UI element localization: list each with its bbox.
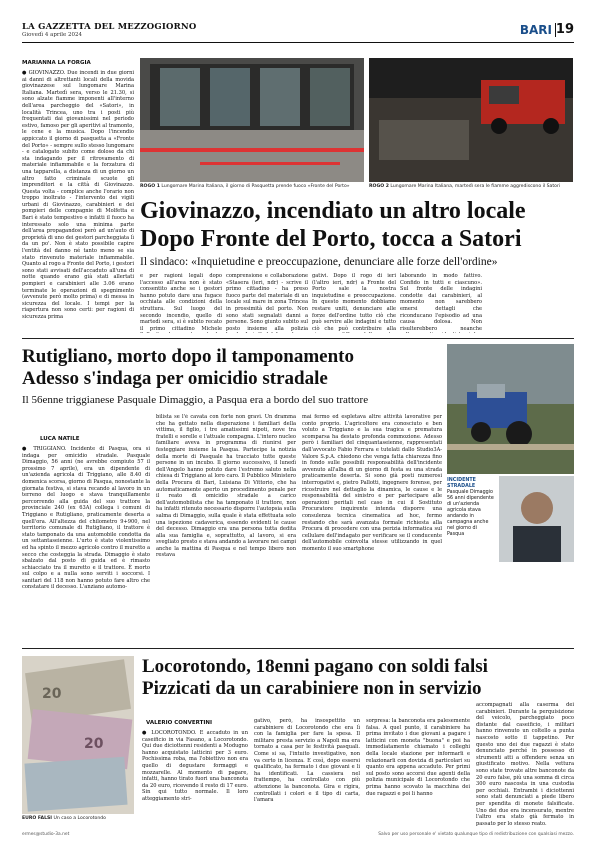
story1-headline-1: Giovinazzo, incendiato un altro locale <box>140 198 526 224</box>
story3-col3 <box>366 718 470 830</box>
inset-text: Pasquale Dimaggio 56 anni dipendente di un'azienda agricola stava andando in campagna anche nel giorno di Pasqua <box>447 490 494 537</box>
story1-col5-text: laborando in modo fattivo. Confido in tutti e ciascuno». Sul fronte delle indagini condotte dai carabinieri, al momento non sarebbero emersi dettagli che riconducano l'episodio ad una causa dolosa. Non risulterebbero neanche <box>400 273 482 332</box>
photo1-image <box>140 58 364 182</box>
story2-col3-text: mai fermo ed espletava altre attività lavorative per conto proprio. L'agricoltore era conosciuto e ben voluto a Triggiano e la sua tragica e prematura scomparsa ha destato profonda commozione. Adesso però i familiari del cinquantaseienne, rappresentati dall'avvocato Fabio Ferrara e tutelati dallo Studio3A-Valore S.p.A. chiedono che venga fatta chiarezza fino in fondo sulle possibili responsabilità dell'incidente avvenuto all'alba di un giorno di festa su una strada praticamente deserta. Si sono già posti numerosi interrogativi e, pietro Pallotti, ingegnere forense, per ricostruire nel dettaglio la dinamica, le cause e le responsabilità del sinistro e per partecipare alle operazioni peritali nel caso in cui il Sostituto Procuratore inquirente intenda disporre una consulenza tecnica cinematica ad hoc, fermo restando che sarà avanzata formale richiesta alla Procura di procedere con una perizia informatica sul cellulare dell'indagato per verificare se il conducente dell'automobile coinvolta stesse utilizzando in quel momento il suo smartphone <box>302 414 442 552</box>
svg-text:20: 20 <box>84 736 104 752</box>
newspaper-brand: LA GAZZETTA DEL MEZZOGIORNO <box>22 22 197 32</box>
page-number: 19 <box>555 22 574 37</box>
story3-col2-text: gativo, però, ha insospettito un carabiniere di Locorotondo che era lì con la famiglia per fare la spesa. Il militare presta servizio a Napoli ma era tornato a casa per le festività pasquali. Come si sa, l'intuito investigativo, non va certo in licenza. E così, dopo essersi qualificato, ha fermato i due giovani e li ha identificati. La cassiera nel frattempo, ha controllato con più attenzione la banconota. Gira e rigira, controllati i colori e il tipo di carta, l'amara <box>254 718 360 804</box>
story2-col1 <box>22 446 150 642</box>
story2-headline-1: Rutigliano, morto dopo il tamponamento <box>22 346 354 367</box>
photo2-caption-text: Lungomare Marina Italiana, martedì sera le fiamme aggrediscono il Satori <box>390 184 561 189</box>
story3-col4-text: accompagnati alla caserma dei carabinieri. Durante la perquisizione del veicolo, parcheggiato poco distante dal caseificio, i militari hanno rinvenuto un coltello a punta nascosto sotto il tappetino. Per questo uno dei due ragazzi è stato denunciato perché in possesso di strumenti atti a offendere senza un giustificato motivo. Nella vettura sono state trovate altre banconote da 20 euro false, più una somma di circa 300 euro nascosta in una custodia per occhiali. Entrambi i diciottenni sono stati denunciati a piede libero per spendita di monete falsificate. Uno dei due era incensurato, mentre l'altro era stato già fermato in passato per lo stesso reato. <box>476 702 574 827</box>
banknotes-image <box>22 656 134 814</box>
photo2-caption <box>369 184 573 189</box>
story3-caption-text: Un caso a Locorotondo <box>53 816 106 821</box>
story2-portrait <box>499 476 574 562</box>
photo1-caption <box>140 184 364 189</box>
story1-col4 <box>312 273 396 333</box>
story1-photo1 <box>140 58 364 182</box>
photo2-caption-tag: ROGO 2 <box>369 184 389 189</box>
story3-byline: VALERIO CONVERTINI <box>146 720 213 726</box>
story2-subhead: Il 56enne triggianese Pasquale Dimaggio, a Pasqua era a bordo del suo trattore <box>22 394 369 406</box>
story2-col2-text: bilista se l'è cavata con forte non gravi. Un dramma che ha gettato nella disperazione i familiari della vittima, il figlio, i tre amatissimi nipoti, nove tra fratelli e sorelle e l'attuale compagna. L'intero nucleo familiare aveva in programma di riunirsi per festeggiare insieme la Pasqua. Partecipe la notizia della morte di Pasquale ha tracciato tutte queste persone in un incubo. Il giorno successivo, il lunedì dell'Angelo hanno potuto dare l'estremo saluto nella chiesa di Triggiano al loro caro. Il Pubblico Ministero della Procura di Bari, Luisiana Di Vittorio, che ha automaticamente aperto un procedimento penale per il reato di omicidio stradale a carico dell'automobilista che ha tamponato il trattore, non ha infatti ritenuto necessario disporre l'autopsia sulla salma di Dimaggio, sulla quale è stata effettuata solo una ispezione cadaverica, essendo evidenti le cause del decesso. Dimaggio era una persona tutta dedita alla sua famiglia e, soprattutto, al lavoro, si era svegliato presto e stava andando a lavorare nei campi anche la mattina di Pasqua e nel tempo libero non restava <box>156 414 296 559</box>
footer-notice: Salvo per uso personale e' vietato qualunque tipo di redistribuzione con qualsiasi mezzo. <box>378 832 574 837</box>
story2-headline-2: Adesso s'indaga per omicidio stradale <box>22 368 328 389</box>
story2-byline: LUCA NATILE <box>40 436 80 442</box>
story3-headline-1: Locorotondo, 18enni pagano con soldi falsi <box>142 656 488 677</box>
story1-col1-text: ● GIOVINAZZO. Due incendi in due giorni ai danni di altrettanti locali della movida giovinazzese sul lungomare Marina Italiana. Martedì sera, verso le 21.30, si sono alzate fiamme imponenti all'interno dell'area parcheggio del «Satori», in località Trincea, uno tra i posti più frequentati dai giovanissimi nel periodo estivo, famoso per gli aperitivi al tramonto, le cene e la musica. Dopo l'incendio appiccato il giorno di pasquetta a «Fronte del Porto» - sempre sullo stesso lungomare - e catalogato subito come doloso da chi sta indagando per il ritrovamento di materiale infiammabile e la forzatura di una tapparella, a distanza di un giorno un altro fatto criminale scuote gli imprenditori e la città di Giovinazzo. Questa volta - complice anche l'orario non troppo inoltrato - l'intervento dei vigili urbani di Giovinazzo, carabinieri e dei pompieri delle compagnie di Molfetta e Bari è stato tempestivo e infatti il fuoco ha interessato solo una minima parte dell'area propagandosi però ad un'auto di proprietà di uno dei gestori parcheggiata lì da un po'. Non è stato possibile capire l'entità del danno né tanto meno se sia stato rinvenuto materiale infiammabile. Quanto al rogo a Fronte del Porto, i gestori sono stati avvisati dell'accaduto all'una di notte quando erano già stati allertati pompieri e carabinieri alle 3.06 erano terminate le operazioni di spegnimento (avvenute però molto prima) e di messa in sicurezza del locale. I tempi per la riapertura non sono certi: per ragioni di sicurezza prima <box>22 70 134 320</box>
photo2-image <box>369 58 573 182</box>
story1-col3-text: comprensione e collaborazione «Stasera (ieri, ndr) - scrive il primo cittadino - ha preso fuoco parte del materiale di un locale sul mare in zona Trincea in prossimità del porto. Non sono stati segnalati danni a persone. Sono giunto subito sul posto insieme alla polizia <box>226 273 308 332</box>
story1-col2-text: e per ragioni legali dopo l'accesso all'area non è stato consentito anche se i gestori hanno potuto dare una fugace occhiata alle condizioni della struttura. Sul luogo del secondo incendio, quello di martedì sera, si è subito recato il primo cittadino Michele <box>140 273 222 332</box>
story3-caption-tag: EURO FALSI <box>22 816 53 821</box>
tractor-scene-image <box>447 344 574 474</box>
story3-col2 <box>254 718 360 830</box>
story2-photo-scene <box>447 344 574 474</box>
section-label: BARI <box>519 23 552 37</box>
story3-photo-caption <box>22 816 134 821</box>
story1-col5 <box>400 273 482 333</box>
story1-subhead: Il sindaco: «Inquietudine e preoccupazione, denunciare alle forze dell'ordine» <box>140 256 498 268</box>
inset-title: INCIDENTE STRADALE <box>447 478 476 489</box>
story3-col3-text: sorpresa: la banconota era palesemente falsa. A quel punto, il carabiniere ha prima invitato i due giovani a pagare i latticini con moneta "buona" e poi ha immediatamente chiamato i colleghi della locale stazione per informarli e relazionarli con dovizia di particolari su quanto era appena accaduto. Per primi sul posto sono accorsi due agenti della polizia municipale di Locorotondo che prima hanno scovato la macchina dei due ragazzi e poi li hanno <box>366 718 470 797</box>
masthead <box>22 22 574 43</box>
story2-col3 <box>302 414 442 642</box>
svg-text:20: 20 <box>42 686 62 702</box>
story1-col1 <box>22 70 134 324</box>
story-divider-2 <box>22 648 574 649</box>
footer-email: ermes@studio-3a.net <box>22 832 70 837</box>
story2-col2 <box>156 414 296 642</box>
story3-col1-text: ● LOCOROTONDO. È accaduto in un caseificio in via Fasano, a Locorotondo. Qui due diciottenni residenti a Modugno hanno acquistato latticini per 3 euro. Pochissima roba, ma l'obiettivo non era quello di degustare formaggi e mozzarelle. Al momento di pagare, infatti, hanno tirato fuori una banconota da 20 euro, ricevendo il resto di 17 euro. Sin qui tutto normale. Il loro atteggiamento stri- <box>142 730 248 802</box>
story3-col4 <box>476 702 574 830</box>
story2-inset-caption <box>447 478 495 538</box>
story-divider-1 <box>22 338 574 339</box>
victim-portrait-image <box>499 476 574 562</box>
story1-col3 <box>226 273 308 333</box>
story3-headline-2: Pizzicati da un carabiniere non in servizio <box>142 678 482 699</box>
story3-photo <box>22 656 134 814</box>
story1-byline: MARIANNA LA FORGIA <box>22 60 91 66</box>
story1-headline-2: Dopo Fronte del Porto, tocca a Satori <box>140 226 522 252</box>
story3-col1 <box>142 730 248 830</box>
story2-col1-text: ● TRIGGIANO. Incidente di Pasqua, ora si indaga per omicidio stradale. Pasquale Dimaggio, 56 anni (ne avrebbe compiuto 57 il prossimo 7 aprile), era un dipendente di un'azienda agricola di Triggiano, alle 8.40 di domenica scorsa, giorno di Pasqua, nonostante la giornata festiva, si stava recando al lavoro in un terreno del luogo e stava tranquillamente percorrendo alla guida del suo trattore la provinciale 240 (ex 63A) collega i comuni di Triggiano e Rutigliano, praticamente deserta a quell'ora. All'altezza del chilometro 9+900, nel territorio comunale di Rutigliano, il trattore è stato tamponato da una automobile condotta da un settantaseienne. L'urto è stato violentissimo ed ha spinto il mezzo agricolo contro il muretto a secco che costeggia la strada. Dimaggio è stato sbalzato dal posto di guida ed è rimasto schiacciato tra il muretto e il trattore. È morto sul colpo e a nulla sono serviti i soccorsi. I sanitari del 118 non hanno potuto fare altro che constatare il decesso. L'anziano automo- <box>22 446 150 591</box>
photo1-caption-tag: ROGO 1 <box>140 184 160 189</box>
photo1-caption-text: Lungomare Marina Italiana, il giorno di Pasquetta prende fuoco «Fronte del Porto» <box>161 184 350 189</box>
issue-date: Giovedì 4 aprile 2024 <box>22 32 83 38</box>
story1-col4-text: gativi. Dopo il rogo di ieri (l'altro ieri, ndr) a Fronte del Porto sale la nostra inquietudine e preoccupazione. In questo momento dobbiamo restare uniti, denunciare alle forze dell'ordine tutto ciò che può servire alle indagini e tutto ciò che può contribuire alla <box>312 273 396 332</box>
story1-photo2 <box>369 58 573 182</box>
story1-col2 <box>140 273 222 333</box>
